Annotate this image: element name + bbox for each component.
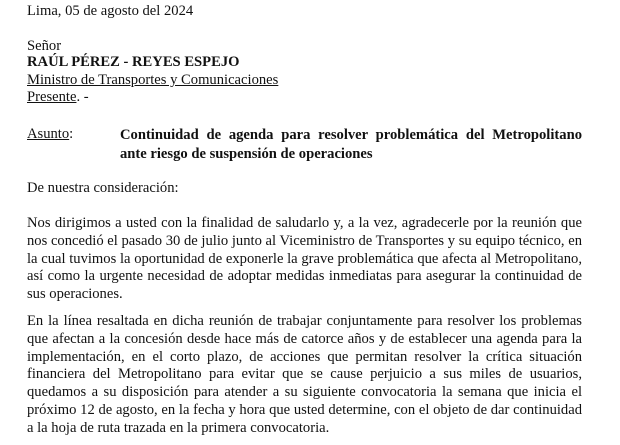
subject-label-text: Asunto <box>27 126 70 142</box>
subject-text: Continuidad de agenda para resolver problemática del Metropolitano ante riesgo de suspensión de operaciones <box>120 127 582 162</box>
recipient-role: Ministro de Transportes y Comunicaciones <box>27 72 279 88</box>
salutation-title: Señor <box>27 38 62 54</box>
presente-line <box>27 89 89 106</box>
greeting: De nuestra consideración: <box>27 180 179 196</box>
place-date: Lima, 05 de agosto del 2024 <box>27 3 194 19</box>
presente-text: Presente <box>27 89 77 105</box>
paragraph-1: Nos dirigimos a usted con la finalidad de saludarlo y, a la vez, agradecerle por la reunión que nos concedió el pasado 30 de julio junto al Viceministro de Transportes y su equipo técnico, en la cual tuvimos la oportunidad de exponerle la grave problemática que afecta al Metropolitano, así como la urgente necesidad de adoptar medidas inmediatas para asegurar la continuidad de sus operaciones. <box>27 215 582 303</box>
recipient-name: RAÚL PÉREZ - REYES ESPEJO <box>27 54 240 70</box>
subject-colon: : <box>69 126 74 142</box>
paragraph-2: En la línea resaltada en dicha reunión de trabajar conjuntamente para resolver los problemas que afectan a la concesión desde hace más de catorce años y de establecer una agenda para la implementación, en el corto plazo, de acciones que permitan resolver la crítica situación financiera del Metropolitano para evitar que se cause perjuicio a sus miles de usuarios, quedamos a su disposición para atender a su siguiente convocatoria la semana que inicia el próximo 12 de agosto, en la fecha y hora que usted determine, con el objeto de dar continuidad a la hoja de ruta trazada en la primera convocatoria. <box>27 313 582 436</box>
subject-label <box>27 126 73 143</box>
presente-suffix: . - <box>76 89 89 105</box>
